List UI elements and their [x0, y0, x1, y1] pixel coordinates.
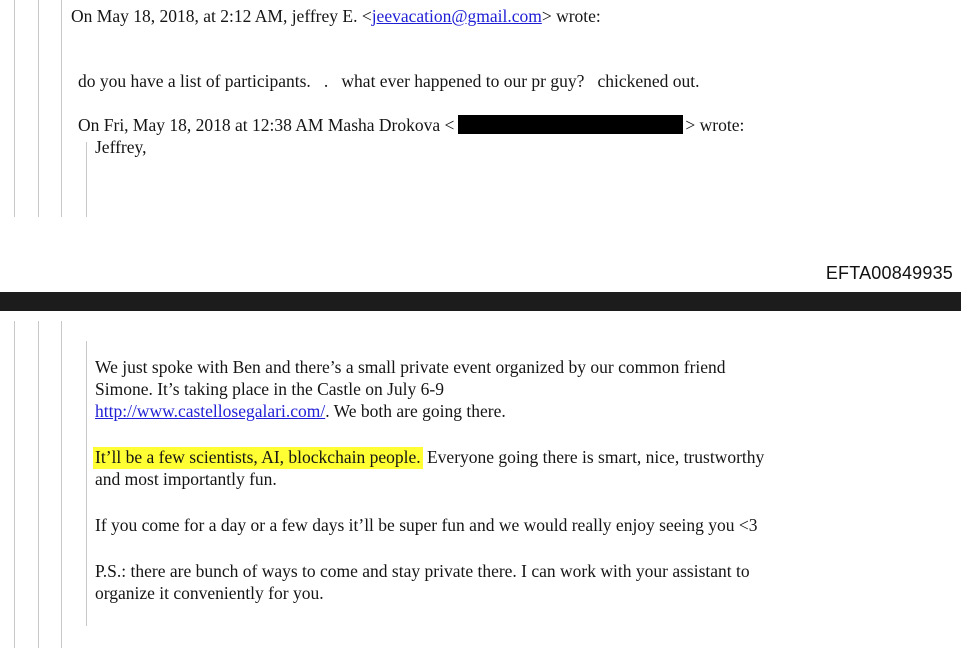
- paragraph-line: If you come for a day or a few days it’ll be super fun and we would really enjoy seeing you <3: [95, 515, 758, 535]
- header-text: On May 18, 2018, at 2:12 AM, jeffrey E. <: [71, 6, 372, 26]
- quote-bar: [14, 321, 15, 648]
- paragraph-line: [95, 446, 764, 468]
- header-suffix: > wrote:: [541, 6, 601, 26]
- paragraph-line: organize it conveniently for you.: [95, 583, 324, 603]
- reply-body: do you have a list of participants. . what ever happened to our pr guy? chickened out.: [78, 71, 700, 91]
- paragraph-line: We just spoke with Ben and there’s a small private event organized by our common friend: [95, 357, 726, 377]
- greeting: Jeffrey,: [95, 137, 147, 157]
- castle-link[interactable]: http://www.castellosegalari.com/: [95, 401, 326, 421]
- paragraph-line: P.S.: there are bunch of ways to come and stay private there. I can work with your assistant to: [95, 561, 750, 581]
- link-suffix-text: . We both are going there.: [325, 401, 506, 421]
- quote-bar: [38, 0, 39, 217]
- quoted-header-text: On Fri, May 18, 2018 at 12:38 AM Masha Drokova <: [78, 115, 455, 135]
- email-link[interactable]: jeevacation@gmail.com: [371, 6, 542, 26]
- page-separator: [0, 292, 961, 311]
- quote-bar: [61, 321, 62, 648]
- quote-bar: [86, 341, 87, 626]
- email-header: [71, 5, 601, 27]
- quote-bar: [38, 321, 39, 648]
- email-page-top: [0, 0, 961, 292]
- paragraph-line: and most importantly fun.: [95, 469, 277, 489]
- redaction-block: [458, 115, 683, 134]
- paragraph-line: Simone. It’s taking place in the Castle on July 6-9: [95, 379, 444, 399]
- quoted-header: [78, 114, 744, 136]
- quote-bar: [14, 0, 15, 217]
- quote-bar: [61, 0, 62, 217]
- quote-bar: [86, 142, 87, 217]
- highlighted-text: It’ll be a few scientists, AI, blockchain people.: [95, 447, 421, 467]
- bates-number: EFTA00849935: [825, 263, 953, 283]
- paragraph-text: Everyone going there is smart, nice, trustworthy: [422, 447, 765, 467]
- paragraph-line: [95, 400, 506, 422]
- quoted-header-suffix: > wrote:: [685, 115, 745, 135]
- email-page-bottom: [0, 311, 961, 648]
